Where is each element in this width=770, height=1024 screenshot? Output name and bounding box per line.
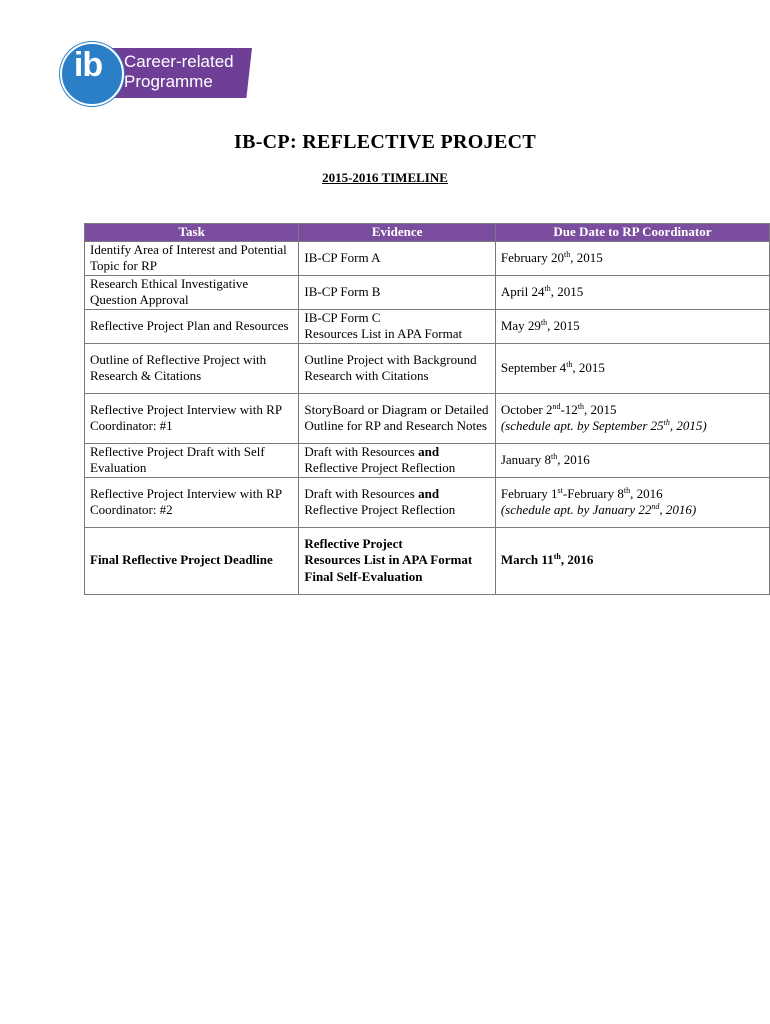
evidence-cell: IB-CP Form A <box>299 241 495 275</box>
note-text: (schedule apt. by January 22 <box>500 502 652 517</box>
due-date-year: , 2015 <box>550 283 584 299</box>
evidence-text: Reflective Project Reflection <box>304 502 456 517</box>
due-date-text: February 1 <box>500 485 558 501</box>
due-date-text: March 11 <box>500 552 554 568</box>
evidence-cell: IB-CP Form B <box>299 275 495 309</box>
due-date-range: -February 8 <box>562 485 624 501</box>
logo-line-1: Career-related <box>124 52 234 71</box>
table-header-row <box>85 224 770 242</box>
timeline-table <box>84 223 770 595</box>
task-cell: Final Reflective Project Deadline <box>85 527 299 594</box>
evidence-line: Resources List in APA Format <box>304 326 463 341</box>
due-date-line <box>501 402 764 419</box>
schedule-note <box>501 418 764 435</box>
header-due-date: Due Date to RP Coordinator <box>495 224 769 242</box>
due-date-year: , 2016 <box>557 451 590 467</box>
due-date-suffix: th <box>553 552 561 562</box>
due-date-suffix: st <box>557 485 563 495</box>
due-date-year: , 2015 <box>547 317 580 333</box>
evidence-text: Draft with Resources <box>304 443 419 459</box>
due-date-line <box>501 486 764 503</box>
table-row <box>85 477 770 527</box>
header-evidence: Evidence <box>299 224 495 242</box>
table-row <box>85 443 770 477</box>
task-cell: Reflective Project Interview with RP Coordinator: #2 <box>85 477 299 527</box>
due-date-suffix: th <box>564 249 571 259</box>
evidence-cell: StoryBoard or Diagram or Detailed Outline for RP and Research Notes <box>299 393 495 443</box>
schedule-note <box>501 502 764 519</box>
table-row <box>85 275 770 309</box>
due-date-year: , 2015 <box>572 359 605 375</box>
table-row <box>85 309 770 343</box>
logo-mark: ib <box>73 46 103 84</box>
due-date-cell <box>495 343 769 393</box>
due-date-cell <box>495 309 769 343</box>
evidence-line: IB-CP Form C <box>304 309 381 325</box>
table-row <box>85 527 770 594</box>
due-date-text: February 20 <box>500 249 565 265</box>
evidence-emphasis: and <box>418 485 440 501</box>
due-date-suffix: th <box>577 401 585 411</box>
due-date-suffix: th <box>544 283 551 293</box>
due-date-text: May 29 <box>500 317 541 333</box>
due-date-cell <box>495 241 769 275</box>
due-date-year: , 2016 <box>630 485 663 501</box>
evidence-cell: Outline Project with Background Research with Citations <box>299 343 495 393</box>
due-date-suffix: nd <box>552 401 561 411</box>
evidence-cell <box>299 443 495 477</box>
evidence-text: Reflective Project Reflection <box>304 460 456 475</box>
ib-cp-logo <box>56 40 256 104</box>
due-date-cell <box>495 477 769 527</box>
evidence-line: Final Self-Evaluation <box>304 568 423 584</box>
evidence-line: Resources List in APA Format <box>304 552 473 568</box>
due-date-text: April 24 <box>500 283 545 299</box>
due-date-cell <box>495 443 769 477</box>
due-date-text: January 8 <box>500 451 552 467</box>
due-date-suffix: th <box>540 317 548 327</box>
note-suffix: nd <box>651 502 660 511</box>
due-date-year: , 2015 <box>584 401 617 417</box>
evidence-cell <box>299 309 495 343</box>
task-cell: Reflective Project Interview with RP Coordinator: #1 <box>85 393 299 443</box>
table-row <box>85 343 770 393</box>
table-row <box>85 241 770 275</box>
evidence-cell <box>299 477 495 527</box>
table-row <box>85 393 770 443</box>
due-date-suffix: th <box>566 359 573 369</box>
header-task: Task <box>85 224 299 242</box>
note-text: (schedule apt. by September 25 <box>500 418 664 433</box>
due-date-cell <box>495 527 769 594</box>
due-date-year: , 2015 <box>570 249 603 265</box>
evidence-cell <box>299 527 495 594</box>
due-date-text: October 2 <box>500 401 553 417</box>
due-date-suffix: th <box>623 485 631 495</box>
task-cell: Reflective Project Draft with Self Evaluation <box>85 443 299 477</box>
note-year: , 2015) <box>669 418 707 433</box>
task-cell: Reflective Project Plan and Resources <box>85 309 299 343</box>
due-date-range: -12 <box>560 401 578 417</box>
task-cell: Research Ethical Investigative Question Approval <box>85 275 299 309</box>
evidence-line: Reflective Project <box>304 535 403 551</box>
note-year: , 2016) <box>659 502 697 517</box>
note-suffix: th <box>663 418 670 427</box>
evidence-emphasis: and <box>418 443 440 459</box>
due-date-cell <box>495 393 769 443</box>
evidence-text: Draft with Resources <box>304 485 419 501</box>
page-title: IB-CP: REFLECTIVE PROJECT <box>234 131 536 153</box>
due-date-cell <box>495 275 769 309</box>
page-subtitle: 2015-2016 TIMELINE <box>322 170 448 185</box>
logo-line-2: Programme <box>124 72 213 91</box>
task-cell: Identify Area of Interest and Potential Topic for RP <box>85 241 299 275</box>
due-date-suffix: th <box>551 451 558 461</box>
due-date-year: , 2016 <box>560 552 594 568</box>
due-date-text: September 4 <box>500 359 567 375</box>
task-cell: Outline of Reflective Project with Research & Citations <box>85 343 299 393</box>
logo-text <box>124 52 254 92</box>
